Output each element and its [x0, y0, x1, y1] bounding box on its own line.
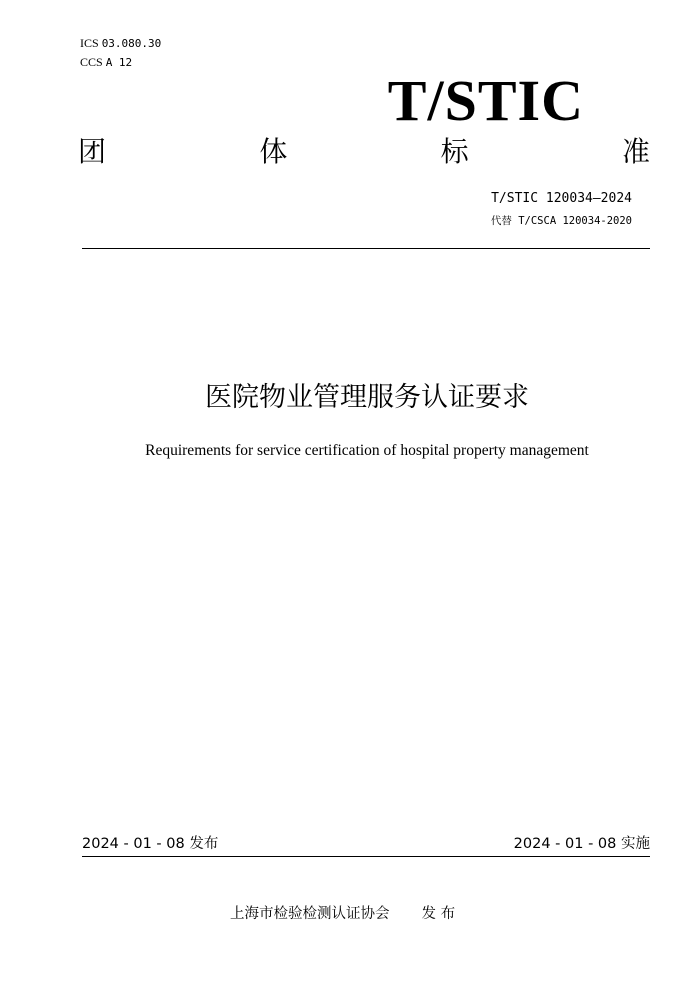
header-divider	[82, 248, 650, 249]
implementation-date: 2024 - 01 - 08 实施	[513, 836, 650, 852]
document-title-chinese: 医院物业管理服务认证要求	[205, 382, 529, 413]
standard-number: T/STIC 120034—2024	[491, 191, 632, 206]
organization-logo-text: T/STIC	[387, 68, 584, 133]
classification-codes	[80, 34, 161, 72]
standard-type-char: 体	[259, 135, 288, 168]
ccs-label: CCS	[80, 55, 103, 69]
ics-label: ICS	[80, 36, 99, 50]
publisher-name: 上海市检验检测认证协会	[230, 906, 390, 922]
ics-line	[80, 34, 161, 53]
publisher-line	[230, 904, 455, 924]
standard-type-char: 团	[78, 135, 107, 168]
replaces-standard: 代替 T/CSCA 120034-2020	[490, 215, 632, 227]
standard-type-char: 标	[440, 135, 469, 168]
ics-code: 03.080.30	[101, 37, 162, 50]
footer-divider	[82, 856, 650, 857]
standard-type-char: 准	[621, 135, 650, 168]
issue-date: 2024 - 01 - 08 发布	[82, 836, 219, 852]
standard-type-heading	[78, 134, 650, 170]
publisher-action: 发 布	[421, 906, 456, 922]
document-title-english: Requirements for service certification of hospital property management	[145, 442, 589, 459]
ccs-line	[80, 53, 161, 72]
ccs-code: A 12	[105, 56, 133, 69]
